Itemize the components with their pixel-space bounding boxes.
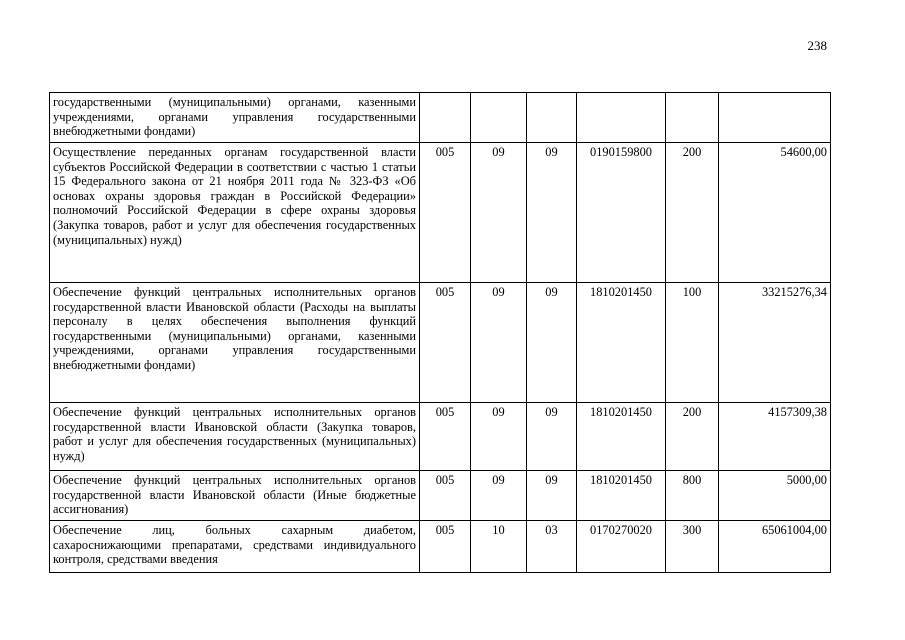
subsection-code-cell: 09: [527, 403, 577, 471]
subsection-code-cell: 03: [527, 521, 577, 573]
subsection-code-cell: 09: [527, 283, 577, 403]
table-row: [50, 521, 831, 573]
row-description: государственными (муниципальными) органами, казенными учреждениями, органами управления государственными внебюджетными фондами): [50, 93, 420, 143]
amount-cell: 4157309,38: [719, 403, 831, 471]
admin-code-cell: 005: [420, 143, 471, 283]
amount-cell: [719, 93, 831, 143]
section-code-cell: 09: [471, 471, 527, 521]
admin-code-cell: 005: [420, 471, 471, 521]
amount-cell: 33215276,34: [719, 283, 831, 403]
expense-type-cell: 100: [666, 283, 719, 403]
target-code-cell: 1810201450: [577, 403, 666, 471]
row-description: Обеспечение функций центральных исполнительных органов государственной власти Ивановской области (Иные бюджетные ассигнования): [50, 471, 420, 521]
page-number: 238: [807, 38, 827, 53]
target-code-cell: 0190159800: [577, 143, 666, 283]
amount-cell: 65061004,00: [719, 521, 831, 573]
table-row: [50, 143, 831, 283]
target-code-cell: 1810201450: [577, 471, 666, 521]
expense-type-cell: 200: [666, 403, 719, 471]
subsection-code-cell: 09: [527, 143, 577, 283]
table-row: [50, 283, 831, 403]
amount-cell: 54600,00: [719, 143, 831, 283]
table-row: [50, 403, 831, 471]
subsection-code-cell: 09: [527, 471, 577, 521]
row-description: Обеспечение функций центральных исполнительных органов государственной власти Ивановской области (Расходы на выплаты персоналу в целях обеспечения выполнения функций государственными (муниципальными) органами, казенными учреждениями, органами управления государственными внебюджетными фондами): [50, 283, 420, 403]
amount-cell: 5000,00: [719, 471, 831, 521]
expense-type-cell: [666, 93, 719, 143]
row-description: Обеспечение лиц, больных сахарным диабетом, сахароснижающими препаратами, средствами индивидуального контроля, средствами введения: [50, 521, 420, 573]
expense-type-cell: 200: [666, 143, 719, 283]
admin-code-cell: 005: [420, 283, 471, 403]
section-code-cell: 09: [471, 403, 527, 471]
subsection-code-cell: [527, 93, 577, 143]
expense-type-cell: 800: [666, 471, 719, 521]
target-code-cell: 1810201450: [577, 283, 666, 403]
expense-type-cell: 300: [666, 521, 719, 573]
section-code-cell: 10: [471, 521, 527, 573]
table-row: [50, 93, 831, 143]
admin-code-cell: [420, 93, 471, 143]
admin-code-cell: 005: [420, 403, 471, 471]
row-description: Обеспечение функций центральных исполнительных органов государственной власти Ивановской области (Закупка товаров, работ и услуг для обеспечения государственных (муниципальных) нужд): [50, 403, 420, 471]
section-code-cell: 09: [471, 283, 527, 403]
section-code-cell: 09: [471, 143, 527, 283]
target-code-cell: [577, 93, 666, 143]
target-code-cell: 0170270020: [577, 521, 666, 573]
admin-code-cell: 005: [420, 521, 471, 573]
budget-table: [49, 92, 831, 573]
section-code-cell: [471, 93, 527, 143]
table-row: [50, 471, 831, 521]
row-description: Осуществление переданных органам государственной власти субъектов Российской Федерации в соответствии с частью 1 статьи 15 Федерального закона от 21 ноября 2011 года № 323-ФЗ «Об основах охраны здоровья граждан в Российской Федерации» полномочий Российской Федерации в сфере охраны здоровья (Закупка товаров, работ и услуг для обеспечения государственных (муниципальных) нужд): [50, 143, 420, 283]
